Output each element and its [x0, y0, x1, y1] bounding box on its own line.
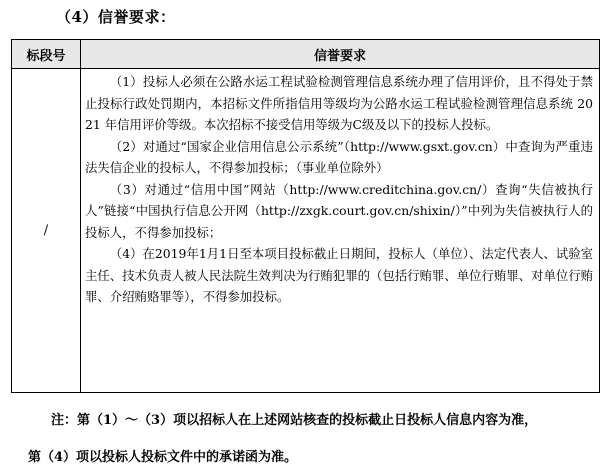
- table-header-row: [12, 40, 600, 69]
- requirement-item-1: （1）投标人必须在公路水运工程试验检测管理信息系统办理了信用评价，且不得处于禁止投标行政处罚期内，本招标文件所指信用等级均为公路水运工程试验检测管理信息系统 2021 年信用评价等级。本次招标不接受信用等级为C级及以下的投标人投标。: [85, 74, 593, 132]
- segment-no-header: 标段号: [12, 40, 81, 69]
- note-line-2: 第（4）项以投标人投标文件中的承诺函为准。: [28, 450, 298, 465]
- segment-no-cell: /: [12, 69, 81, 393]
- credit-requirements-table: [11, 39, 600, 393]
- note-line-1: 注：第（1）～（3）项以招标人在上述网站核查的投标截止日投标人信息内容为准，: [51, 413, 538, 428]
- table-row: [12, 69, 600, 393]
- requirement-item-2: （2）对通过“国家企业信用信息公示系统”（http://www.gsxt.gov.cn）中查询为严重违法失信企业的投标人，不得参加投标；（事业单位除外）: [85, 138, 593, 175]
- requirement-item-3: （3）对通过“信用中国”网站（http://www.creditchina.gov.cn/）查询“失信被执行人”链接“中国执行信息公开网（http://zxgk.court.gov.cn/shixin/）”中列为失信被执行人的投标人，不得参加投标；: [85, 181, 593, 240]
- requirement-header: 信誉要求: [81, 40, 600, 69]
- requirement-item-4: （4）在2019年1月1日至本项目投标截止日期间，投标人（单位）、法定代表人、试验室主任、技术负责人被人民法院生效判决为行贿犯罪的（包括行贿罪、单位行贿罪、对单位行贿罪、介绍贿赂罪等），不得参加投标。: [85, 246, 594, 304]
- requirement-cell: [81, 69, 600, 393]
- section-heading: （4）信誉要求：: [56, 8, 176, 26]
